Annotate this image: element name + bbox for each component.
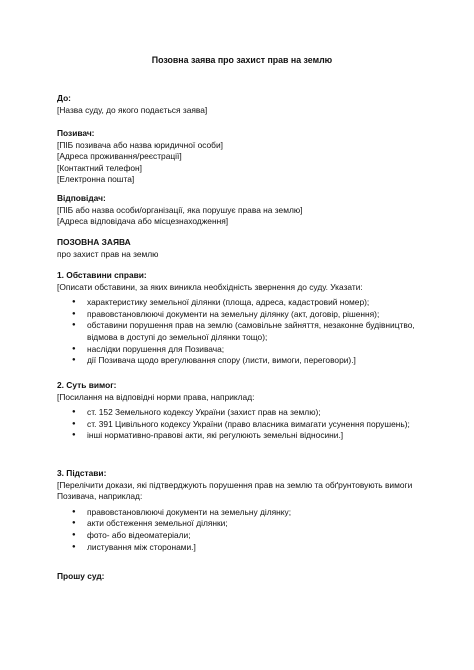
claim-title-block [57,237,427,260]
plaintiff-name-line: [ПІБ позивача або назва юридичної особи] [57,139,223,150]
section2-intro: [Посилання на відповідні норми права, наприклад: [57,391,255,402]
list-item: ● правовстановлюючі документи на земельну ділянку (акт, договір, рішення); [57,309,427,321]
section-circumstances [57,270,427,367]
court-name-line: [Назва суду, до якого подається заява] [57,104,208,115]
list-item: ● фото- або відеоматеріали; [57,530,427,542]
defendant-heading: Відповідач: [57,193,106,203]
section1-heading: 1. Обставини справи: [57,270,147,280]
plaintiff-phone-line: [Контактний телефон] [57,162,142,173]
list-item: ● інші нормативно-правові акти, які регулюють земельні відносини.] [57,430,427,442]
court-block [57,93,427,116]
list-item: ● обставини порушення прав на землю (самовільне зайняття, незаконне будівництво, відмова в доступі до земельної ділянки тощо); [57,320,427,343]
defendant-address-line: [Адреса відповідача або місцезнаходження] [57,216,229,227]
section3-heading: 3. Підстави: [57,468,107,478]
list-item: ● дії Позивача щодо врегулювання спору (листи, вимоги, переговори).] [57,355,427,367]
document-title: Позовна заява про захист прав на землю [151,55,333,65]
list-item: ● наслідки порушення для Позивача; [57,344,427,356]
request-block [57,571,427,583]
section1-list [57,297,427,367]
section2-list [57,407,427,442]
plaintiff-address-line: [Адреса проживання/реєстрації] [57,151,182,162]
plaintiff-email-line: [Електронна пошта] [57,174,135,185]
claim-subtitle: про захист прав на землю [57,248,159,259]
list-item: ● листування між сторонами.] [57,542,427,554]
section3-intro: [Перелічити докази, які підтверджують порушення прав на землю та обґрунтовують вимоги Позивача, наприклад: [57,479,413,502]
section2-heading: 2. Суть вимог: [57,380,117,390]
section1-intro: [Описати обставини, за яких виникла необхідність звернення до суду. Указати: [57,281,363,292]
court-heading: До: [57,93,71,103]
request-heading: Прошу суд: [57,571,105,581]
list-item: ● правовстановлюючі документи на земельну ділянку; [57,507,427,519]
defendant-name-line: [ПІБ або назва особи/організації, яка порушує права на землю] [57,204,303,215]
section-claims [57,380,427,442]
list-item: ● ст. 391 Цивільного кодексу України (право власника вимагати усунення порушень); [57,419,427,431]
list-item: ● характеристику земельної ділянки (площа, адреса, кадастровий номер); [57,297,427,309]
plaintiff-block [57,128,427,186]
list-item: ● ст. 152 Земельного кодексу України (захист прав на землю); [57,407,427,419]
claim-heading: ПОЗОВНА ЗАЯВА [57,237,131,247]
list-item: ● акти обстеження земельної ділянки; [57,518,427,530]
defendant-block [57,193,427,228]
plaintiff-heading: Позивач: [57,128,95,138]
section-grounds [57,468,427,553]
section3-list [57,507,427,553]
